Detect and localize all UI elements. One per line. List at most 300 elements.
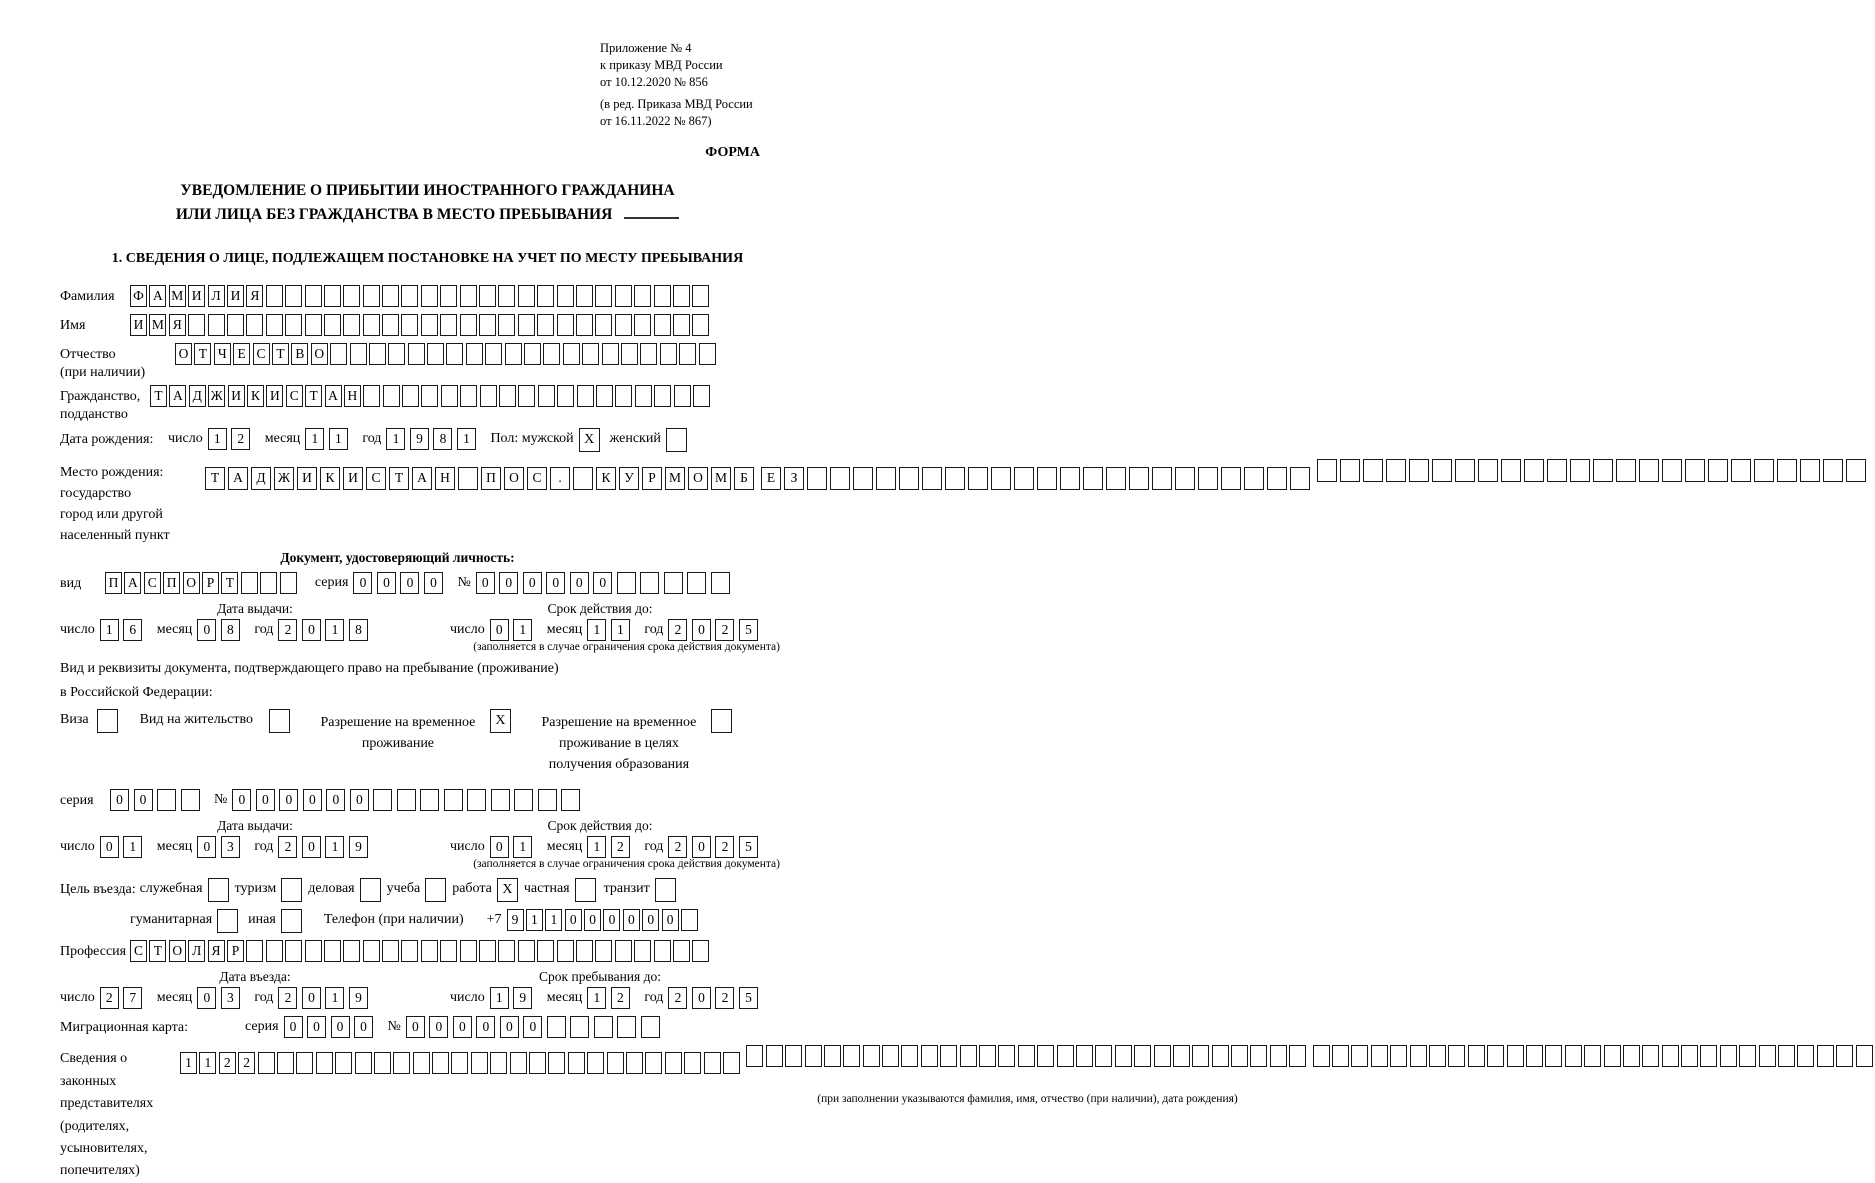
char-cell[interactable] [1584,1045,1601,1067]
char-cell[interactable] [1432,459,1452,482]
char-cell[interactable] [1244,467,1264,490]
char-cell[interactable] [979,1045,996,1067]
char-cell[interactable] [945,467,965,490]
char-cell[interactable] [1593,459,1613,482]
char-cell[interactable]: И [228,385,245,407]
char-cell[interactable]: 1 [305,428,324,450]
char-cell[interactable] [557,940,574,962]
char-cell[interactable] [1662,459,1682,482]
char-cell[interactable]: 8 [433,428,452,450]
char-cell[interactable] [467,789,486,811]
char-cell[interactable]: 9 [410,428,429,450]
char-cell[interactable]: 0 [197,987,216,1009]
char-cell[interactable]: 0 [623,909,640,931]
char-cell[interactable] [266,285,283,307]
char-cell[interactable] [1289,1045,1306,1067]
char-cell[interactable] [1134,1045,1151,1067]
char-cell[interactable]: П [105,572,122,594]
char-cell[interactable] [654,385,671,407]
char-cell[interactable] [876,467,896,490]
char-cell[interactable] [266,314,283,336]
char-cell[interactable] [335,1052,352,1074]
char-cell[interactable] [285,285,302,307]
char-cell[interactable]: 2 [715,987,734,1009]
char-cell[interactable] [830,467,850,490]
char-cell[interactable] [1410,1045,1427,1067]
char-cell[interactable]: С [130,940,147,962]
char-cell[interactable]: 1 [587,619,606,641]
char-cell[interactable]: О [175,343,192,365]
char-cell[interactable] [617,572,636,594]
char-cell[interactable] [505,343,522,365]
char-cell[interactable] [330,343,347,365]
char-cell[interactable] [807,467,827,490]
char-cell[interactable]: 2 [100,987,119,1009]
char-cell[interactable]: 0 [692,619,711,641]
char-cell[interactable]: 0 [523,572,542,594]
char-cell[interactable]: И [297,467,317,490]
char-cell[interactable] [853,467,873,490]
char-cell[interactable] [537,285,554,307]
char-cell[interactable] [441,385,458,407]
char-cell[interactable] [1616,459,1636,482]
char-cell[interactable] [1524,459,1544,482]
char-cell[interactable]: 0 [692,836,711,858]
char-cell[interactable] [490,1052,507,1074]
char-cell[interactable]: И [343,467,363,490]
char-cell[interactable] [324,940,341,962]
char-cell[interactable] [843,1045,860,1067]
char-cell[interactable] [557,285,574,307]
char-cell[interactable] [246,314,263,336]
char-cell[interactable]: 0 [406,1016,425,1038]
char-cell[interactable] [343,285,360,307]
char-cell[interactable] [343,314,360,336]
char-cell[interactable] [940,1045,957,1067]
char-cell[interactable]: 9 [349,987,368,1009]
char-cell[interactable] [1478,459,1498,482]
char-cell[interactable]: 0 [303,789,322,811]
char-cell[interactable] [382,285,399,307]
char-cell[interactable] [460,940,477,962]
char-cell[interactable]: И [188,285,205,307]
char-cell[interactable] [595,940,612,962]
char-cell[interactable]: 0 [523,1016,542,1038]
char-cell[interactable]: 1 [490,987,509,1009]
char-cell[interactable]: 2 [668,836,687,858]
char-cell[interactable] [882,1045,899,1067]
char-cell[interactable]: Ж [208,385,225,407]
char-cell[interactable] [640,343,657,365]
char-cell[interactable]: 1 [325,836,344,858]
char-cell[interactable]: А [228,467,248,490]
char-cell[interactable] [518,314,535,336]
char-cell[interactable]: О [311,343,328,365]
char-cell[interactable] [518,940,535,962]
char-cell[interactable] [1351,1045,1368,1067]
char-cell[interactable]: 0 [134,789,153,811]
char-cell[interactable] [692,285,709,307]
char-cell[interactable] [343,940,360,962]
char-cell[interactable]: Н [344,385,361,407]
char-cell[interactable]: 0 [302,619,321,641]
char-cell[interactable]: Л [188,940,205,962]
visa-checkbox[interactable] [97,709,118,733]
char-cell[interactable] [692,314,709,336]
char-cell[interactable]: И [227,285,244,307]
char-cell[interactable] [596,385,613,407]
char-cell[interactable] [514,789,533,811]
char-cell[interactable] [1501,459,1521,482]
char-cell[interactable] [1014,467,1034,490]
char-cell[interactable] [397,789,416,811]
char-cell[interactable]: С [144,572,161,594]
purpose-tourism-checkbox[interactable] [281,878,302,902]
char-cell[interactable] [595,285,612,307]
char-cell[interactable] [401,285,418,307]
char-cell[interactable] [383,385,400,407]
char-cell[interactable] [746,1045,763,1067]
char-cell[interactable]: Т [389,467,409,490]
char-cell[interactable] [258,1052,275,1074]
char-cell[interactable] [458,467,478,490]
char-cell[interactable]: 0 [302,987,321,1009]
char-cell[interactable] [1448,1045,1465,1067]
char-cell[interactable]: 0 [662,909,679,931]
char-cell[interactable] [1708,459,1728,482]
char-cell[interactable]: Р [642,467,662,490]
char-cell[interactable] [402,385,419,407]
char-cell[interactable] [557,385,574,407]
char-cell[interactable]: В [291,343,308,365]
char-cell[interactable] [654,285,671,307]
char-cell[interactable] [1642,1045,1659,1067]
char-cell[interactable] [615,385,632,407]
char-cell[interactable]: 0 [353,572,372,594]
char-cell[interactable]: С [253,343,270,365]
char-cell[interactable] [673,314,690,336]
char-cell[interactable]: 6 [123,619,142,641]
char-cell[interactable] [543,343,560,365]
char-cell[interactable] [654,314,671,336]
char-cell[interactable]: 0 [302,836,321,858]
char-cell[interactable] [723,1052,740,1074]
purpose-other-checkbox[interactable] [281,909,302,933]
char-cell[interactable]: 0 [570,572,589,594]
char-cell[interactable] [991,467,1011,490]
char-cell[interactable] [421,314,438,336]
char-cell[interactable]: Т [149,940,166,962]
char-cell[interactable]: К [320,467,340,490]
char-cell[interactable] [451,1052,468,1074]
char-cell[interactable] [440,285,457,307]
char-cell[interactable] [1386,459,1406,482]
char-cell[interactable] [1175,467,1195,490]
char-cell[interactable] [576,940,593,962]
char-cell[interactable] [1846,459,1866,482]
purpose-transit-checkbox[interactable] [655,878,676,902]
char-cell[interactable]: Р [227,940,244,962]
char-cell[interactable] [1173,1045,1190,1067]
char-cell[interactable] [1250,1045,1267,1067]
char-cell[interactable] [785,1045,802,1067]
char-cell[interactable] [1507,1045,1524,1067]
char-cell[interactable] [363,314,380,336]
char-cell[interactable] [684,1052,701,1074]
char-cell[interactable] [576,285,593,307]
char-cell[interactable] [1267,467,1287,490]
char-cell[interactable]: 0 [490,619,509,641]
char-cell[interactable]: 2 [715,836,734,858]
char-cell[interactable] [563,343,580,365]
char-cell[interactable]: К [247,385,264,407]
char-cell[interactable] [246,940,263,962]
char-cell[interactable] [363,285,380,307]
char-cell[interactable]: 1 [587,836,606,858]
char-cell[interactable] [693,385,710,407]
char-cell[interactable]: Б [734,467,754,490]
char-cell[interactable]: 0 [500,1016,519,1038]
char-cell[interactable] [498,940,515,962]
char-cell[interactable] [538,789,557,811]
char-cell[interactable]: З [784,467,804,490]
char-cell[interactable] [665,1052,682,1074]
char-cell[interactable]: 3 [221,987,240,1009]
char-cell[interactable] [440,314,457,336]
char-cell[interactable]: 1 [611,619,630,641]
char-cell[interactable] [921,1045,938,1067]
char-cell[interactable] [1060,467,1080,490]
char-cell[interactable] [1823,459,1843,482]
char-cell[interactable]: 0 [476,572,495,594]
char-cell[interactable]: М [169,285,186,307]
char-cell[interactable]: 0 [584,909,601,931]
char-cell[interactable] [1317,459,1337,482]
char-cell[interactable]: 0 [603,909,620,931]
char-cell[interactable] [1129,467,1149,490]
char-cell[interactable] [641,1016,660,1038]
char-cell[interactable] [285,314,302,336]
char-cell[interactable]: М [149,314,166,336]
char-cell[interactable] [704,1052,721,1074]
char-cell[interactable] [369,343,386,365]
char-cell[interactable] [498,314,515,336]
char-cell[interactable] [1076,1045,1093,1067]
char-cell[interactable]: 1 [513,836,532,858]
char-cell[interactable] [1313,1045,1330,1067]
char-cell[interactable]: 0 [100,836,119,858]
char-cell[interactable] [1037,1045,1054,1067]
char-cell[interactable] [480,385,497,407]
char-cell[interactable] [408,343,425,365]
char-cell[interactable] [615,940,632,962]
char-cell[interactable]: 0 [197,836,216,858]
char-cell[interactable] [1731,459,1751,482]
purpose-work-checkbox[interactable]: X [497,878,518,902]
char-cell[interactable]: 0 [453,1016,472,1038]
char-cell[interactable] [324,314,341,336]
char-cell[interactable]: 0 [476,1016,495,1038]
char-cell[interactable] [421,940,438,962]
char-cell[interactable]: 0 [429,1016,448,1038]
purpose-study-checkbox[interactable] [425,878,446,902]
char-cell[interactable] [1037,467,1057,490]
char-cell[interactable] [538,385,555,407]
char-cell[interactable] [901,1045,918,1067]
char-cell[interactable]: 0 [307,1016,326,1038]
char-cell[interactable]: 2 [278,987,297,1009]
char-cell[interactable] [1409,459,1429,482]
char-cell[interactable]: 0 [279,789,298,811]
char-cell[interactable] [460,314,477,336]
char-cell[interactable] [1290,467,1310,490]
char-cell[interactable] [1371,1045,1388,1067]
char-cell[interactable]: Т [150,385,167,407]
char-cell[interactable]: 5 [739,836,758,858]
char-cell[interactable] [316,1052,333,1074]
char-cell[interactable] [393,1052,410,1074]
char-cell[interactable]: 2 [238,1052,255,1074]
female-checkbox[interactable] [666,428,687,452]
char-cell[interactable] [617,1016,636,1038]
char-cell[interactable] [421,385,438,407]
char-cell[interactable] [576,314,593,336]
char-cell[interactable]: О [169,940,186,962]
char-cell[interactable] [1340,459,1360,482]
char-cell[interactable] [621,343,638,365]
char-cell[interactable]: Т [205,467,225,490]
char-cell[interactable]: 0 [350,789,369,811]
char-cell[interactable] [1545,1045,1562,1067]
char-cell[interactable] [227,314,244,336]
char-cell[interactable]: У [619,467,639,490]
char-cell[interactable] [363,385,380,407]
char-cell[interactable] [557,314,574,336]
char-cell[interactable] [692,940,709,962]
char-cell[interactable]: О [688,467,708,490]
char-cell[interactable]: Д [189,385,206,407]
char-cell[interactable] [654,940,671,962]
temp-residence-checkbox[interactable]: X [490,709,511,733]
char-cell[interactable]: Ф [130,285,147,307]
char-cell[interactable]: 2 [278,619,297,641]
char-cell[interactable]: С [286,385,303,407]
char-cell[interactable] [466,343,483,365]
char-cell[interactable] [1685,459,1705,482]
char-cell[interactable] [1221,467,1241,490]
char-cell[interactable] [440,940,457,962]
char-cell[interactable] [181,789,200,811]
char-cell[interactable] [537,314,554,336]
char-cell[interactable] [479,285,496,307]
char-cell[interactable]: 1 [208,428,227,450]
purpose-private-checkbox[interactable] [575,878,596,902]
char-cell[interactable]: 0 [565,909,582,931]
char-cell[interactable] [1759,1045,1776,1067]
char-cell[interactable]: К [596,467,616,490]
char-cell[interactable] [607,1052,624,1074]
char-cell[interactable] [1856,1045,1873,1067]
char-cell[interactable] [602,343,619,365]
char-cell[interactable] [305,314,322,336]
char-cell[interactable]: 9 [349,836,368,858]
char-cell[interactable]: 1 [526,909,543,931]
char-cell[interactable] [296,1052,313,1074]
char-cell[interactable]: Т [272,343,289,365]
char-cell[interactable] [1662,1045,1679,1067]
char-cell[interactable]: 1 [325,987,344,1009]
char-cell[interactable]: Ж [274,467,294,490]
char-cell[interactable] [305,285,322,307]
char-cell[interactable] [1778,1045,1795,1067]
char-cell[interactable] [587,1052,604,1074]
char-cell[interactable] [1720,1045,1737,1067]
char-cell[interactable] [157,789,176,811]
char-cell[interactable] [582,343,599,365]
char-cell[interactable] [1604,1045,1621,1067]
char-cell[interactable]: 0 [354,1016,373,1038]
char-cell[interactable]: Я [208,940,225,962]
char-cell[interactable] [615,285,632,307]
char-cell[interactable]: 9 [513,987,532,1009]
char-cell[interactable] [518,285,535,307]
char-cell[interactable] [1363,459,1383,482]
char-cell[interactable] [510,1052,527,1074]
char-cell[interactable] [640,572,659,594]
temp-residence-education-checkbox[interactable] [711,709,732,733]
char-cell[interactable] [664,572,683,594]
char-cell[interactable]: 0 [400,572,419,594]
char-cell[interactable] [561,789,580,811]
char-cell[interactable] [421,285,438,307]
char-cell[interactable]: 0 [692,987,711,1009]
char-cell[interactable]: . [550,467,570,490]
char-cell[interactable]: Д [251,467,271,490]
char-cell[interactable]: Т [194,343,211,365]
char-cell[interactable] [998,1045,1015,1067]
char-cell[interactable]: 0 [490,836,509,858]
char-cell[interactable]: И [266,385,283,407]
char-cell[interactable] [355,1052,372,1074]
char-cell[interactable] [1106,467,1126,490]
char-cell[interactable] [432,1052,449,1074]
char-cell[interactable] [1526,1045,1543,1067]
char-cell[interactable] [1390,1045,1407,1067]
char-cell[interactable]: 0 [232,789,251,811]
char-cell[interactable]: 0 [546,572,565,594]
char-cell[interactable]: 2 [611,987,630,1009]
char-cell[interactable]: П [163,572,180,594]
char-cell[interactable]: 0 [110,789,129,811]
char-cell[interactable] [1192,1045,1209,1067]
char-cell[interactable] [401,940,418,962]
char-cell[interactable]: 2 [611,836,630,858]
char-cell[interactable] [634,314,651,336]
char-cell[interactable] [305,940,322,962]
char-cell[interactable]: 2 [668,987,687,1009]
char-cell[interactable] [1797,1045,1814,1067]
char-cell[interactable] [350,343,367,365]
char-cell[interactable] [645,1052,662,1074]
char-cell[interactable]: 0 [256,789,275,811]
purpose-humanitarian-checkbox[interactable] [217,909,238,933]
char-cell[interactable]: Я [169,314,186,336]
char-cell[interactable]: А [124,572,141,594]
char-cell[interactable] [1095,1045,1112,1067]
char-cell[interactable] [766,1045,783,1067]
char-cell[interactable]: Я [246,285,263,307]
char-cell[interactable]: 1 [325,619,344,641]
